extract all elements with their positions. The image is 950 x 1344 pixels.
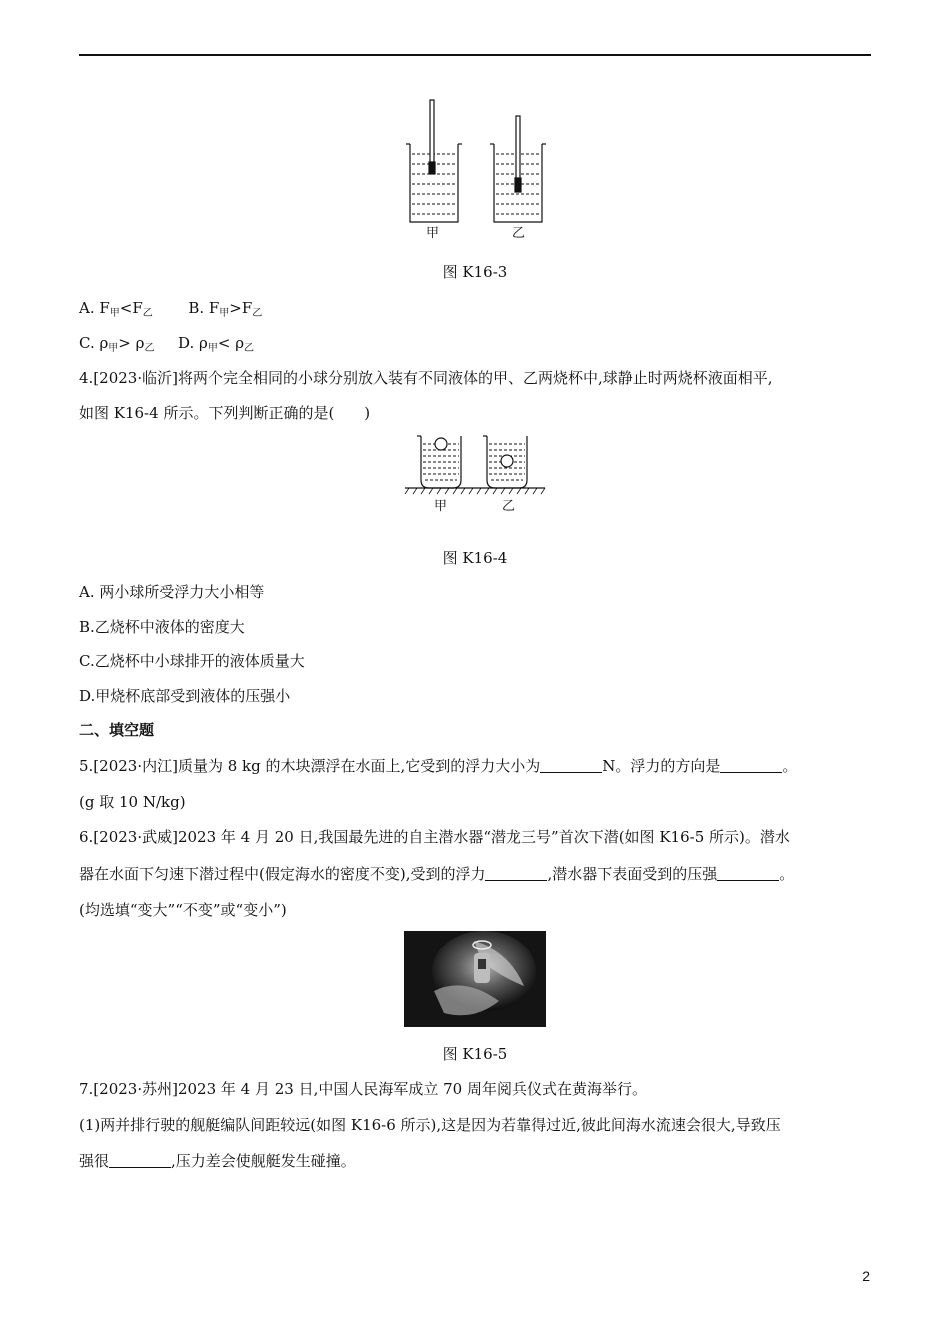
figure-k16-3 <box>400 96 550 246</box>
q5-blank-2[interactable] <box>720 758 782 773</box>
q6-blank-1[interactable] <box>485 866 547 881</box>
q7-stem-line3: 强很 ,压力差会使舰艇发生碰撞。 <box>79 1152 356 1170</box>
fig-k16-4-label-jia: 甲 <box>434 499 448 514</box>
fig-k16-4-caption: 图 K16-4 <box>442 549 508 567</box>
q7-blank-1[interactable] <box>109 1153 171 1168</box>
q7-stem-line1: 7.[2023·苏州]2023 年 4 月 23 日,中国人民海军成立 70 周年阅兵仪式在黄海举行。 <box>79 1080 647 1098</box>
fig-k16-3-caption: 图 K16-3 <box>442 263 508 281</box>
q3-option-b: B. $F_甲>F_乙$ <box>188 299 263 319</box>
q6-stem-line2: 器在水面下匀速下潜过程中(假定海水的密度不变),受到的浮力 ,潜水器下表面受到的压强 。 <box>79 865 795 883</box>
q3-options-row1 <box>79 298 262 324</box>
q3-option-d: D. $\rho_甲< \rho_乙$ <box>178 334 255 354</box>
q5-stem: 5.[2023·内江]质量为 8 kg 的木块漂浮在水面上,它受到的浮力大小为 N。浮力的方向是 。 <box>79 757 798 775</box>
beaker-yi-k16-4 <box>483 436 527 488</box>
page-number: 2 <box>862 1268 870 1284</box>
fig-k16-3-label-jia: 甲 <box>426 226 440 241</box>
q4-option-c: C.乙烧杯中小球排开的液体质量大 <box>79 652 305 670</box>
beaker-jia-k16-4 <box>417 436 461 488</box>
fig-k16-4-label-yi: 乙 <box>502 499 516 514</box>
q3-options-row2 <box>79 333 254 359</box>
section-title: 二、填空题 <box>79 721 155 739</box>
figure-k16-5-photo <box>404 931 546 1027</box>
q7-stem-line2: (1)两并排行驶的舰艇编队间距较远(如图 K16-6 所示),这是因为若靠得过近,彼此间海水流速会很大,导致压 <box>79 1116 781 1134</box>
q4-option-a: A. 两小球所受浮力大小相等 <box>79 583 265 601</box>
q6-stem-line3: (均选填“变大”“不变”或“变小”) <box>79 901 287 919</box>
q4-option-d: D.甲烧杯底部受到液体的压强小 <box>79 687 291 705</box>
q5-blank-1[interactable] <box>540 758 602 773</box>
q3-option-c: C. $\rho_甲> \rho_乙$ <box>79 334 155 354</box>
figure-k16-4 <box>403 430 547 496</box>
q6-stem-line1: 6.[2023·武威]2023 年 4 月 20 日,我国最先进的自主潜水器“潜龙三号”首次下潜(如图 K16-5 所示)。潜水 <box>79 828 790 846</box>
q5-note: (g 取 10 N/kg) <box>79 793 186 811</box>
q3-option-a: A. $F_甲<F_乙$ <box>79 299 153 319</box>
q4-option-b: B.乙烧杯中液体的密度大 <box>79 618 245 636</box>
header-rule <box>79 54 871 56</box>
q4-stem-line1: 4.[2023·临沂]将两个完全相同的小球分别放入装有不同液体的甲、乙两烧杯中,球静止时两烧杯液面相平, <box>79 369 773 387</box>
beaker-yi <box>490 116 546 222</box>
fig-k16-5-caption: 图 K16-5 <box>442 1045 508 1063</box>
q4-stem-line2: 如图 K16-4 所示。下列判断正确的是( ) <box>79 404 371 422</box>
fig-k16-3-label-yi: 乙 <box>512 226 526 241</box>
q6-blank-2[interactable] <box>717 866 779 881</box>
beaker-jia <box>406 100 462 222</box>
